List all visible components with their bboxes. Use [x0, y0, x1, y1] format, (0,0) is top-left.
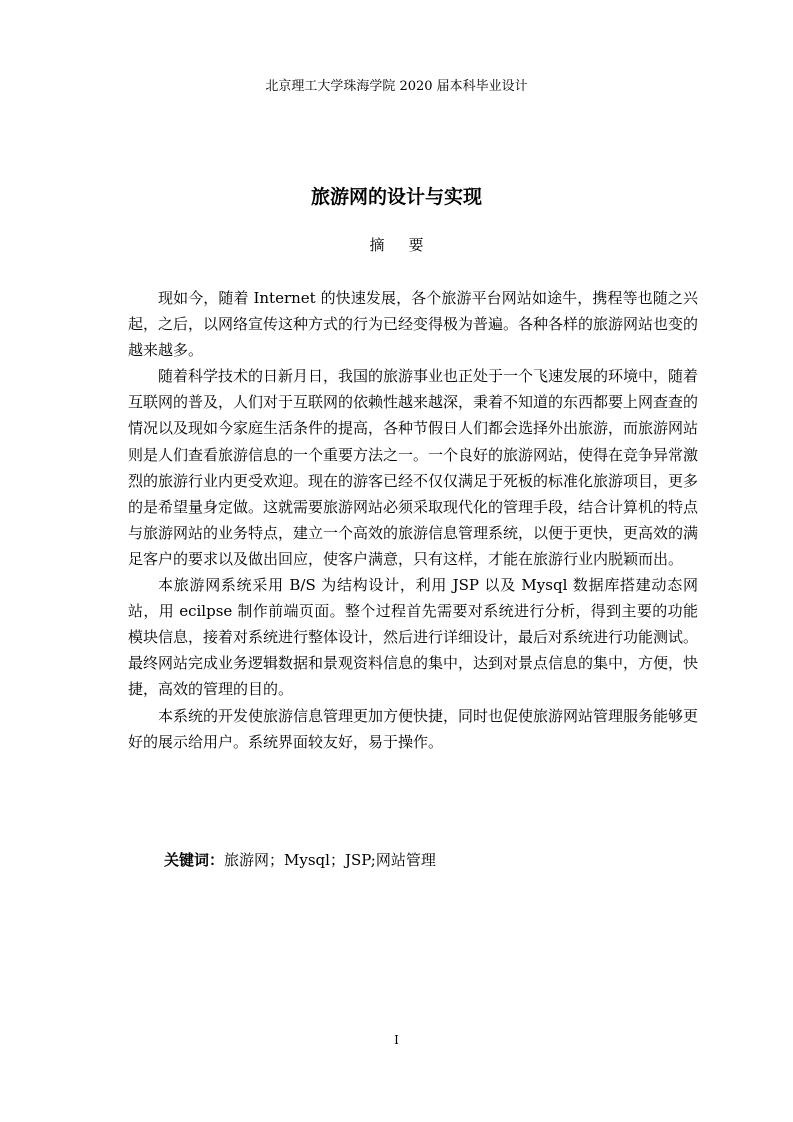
abstract-body [128, 285, 698, 755]
page-header: 北京理工大学珠海学院 2020 届本科毕业设计 [265, 79, 528, 94]
page-number: I [394, 1033, 399, 1047]
document-title: 旅游网的设计与实现 [310, 186, 482, 208]
abstract-heading: 摘要 [369, 236, 448, 254]
abstract-paragraph-2: 随着科学技术的日新月日，我国的旅游事业也正处于一个飞速发展的环境中，随着互联网的普及，人们对于互联网的依赖性越来越深，秉着不知道的东西都要上网查查的情况以及现如今家庭生活条件的提高，各种节假日人们都会选择外出旅游，而旅游网站则是人们查看旅游信息的一个重要方法之一。一个良好的旅游网站，使得在竞争异常激烈的旅游行业内更受欢迎。现在的游客已经不仅仅满足于死板的标准化旅游项目，更多的是希望量身定做。这就需要旅游网站必须采取现代化的管理手段，结合计算机的特点与旅游网站的业务特点，建立一个高效的旅游信息管理系统，以便于更快，更高效的满足客户的要求以及做出回应，使客户满意，只有这样，才能在旅游行业内脱颖而出。 [128, 367, 699, 568]
abstract-paragraph-4: 本系统的开发使旅游信息管理更加方便快捷，同时也促使旅游网站管理服务能够更好的展示给用户。系统界面较友好，易于操作。 [128, 706, 699, 751]
keywords-label: 关键词： [164, 851, 225, 869]
keywords-value: 旅游网；Mysql；JSP;网站管理 [224, 851, 436, 869]
abstract-paragraph-1: 现如今，随着 Internet 的快速发展，各个旅游平台网站如途牛，携程等也随之兴起，之后，以网络宣传这种方式的行为已经变得极为普遍。各种各样的旅游网站也变的越来越多。 [128, 289, 699, 360]
keywords-line [164, 849, 698, 871]
abstract-paragraph-3: 本旅游网系统采用 B/S 为结构设计，利用 JSP 以及 Mysql 数据库搭建动态网站，用 ecilpse 制作前端页面。整个过程首先需要对系统进行分析，得到主要的功能模块信息，接着对系统进行整体设计，然后进行详细设计，最后对系统进行功能测试。最终网站完成业务逻辑数据和景观资料信息的集中，达到对景点信息的集中，方便，快捷，高效的管理的目的。 [128, 576, 699, 699]
